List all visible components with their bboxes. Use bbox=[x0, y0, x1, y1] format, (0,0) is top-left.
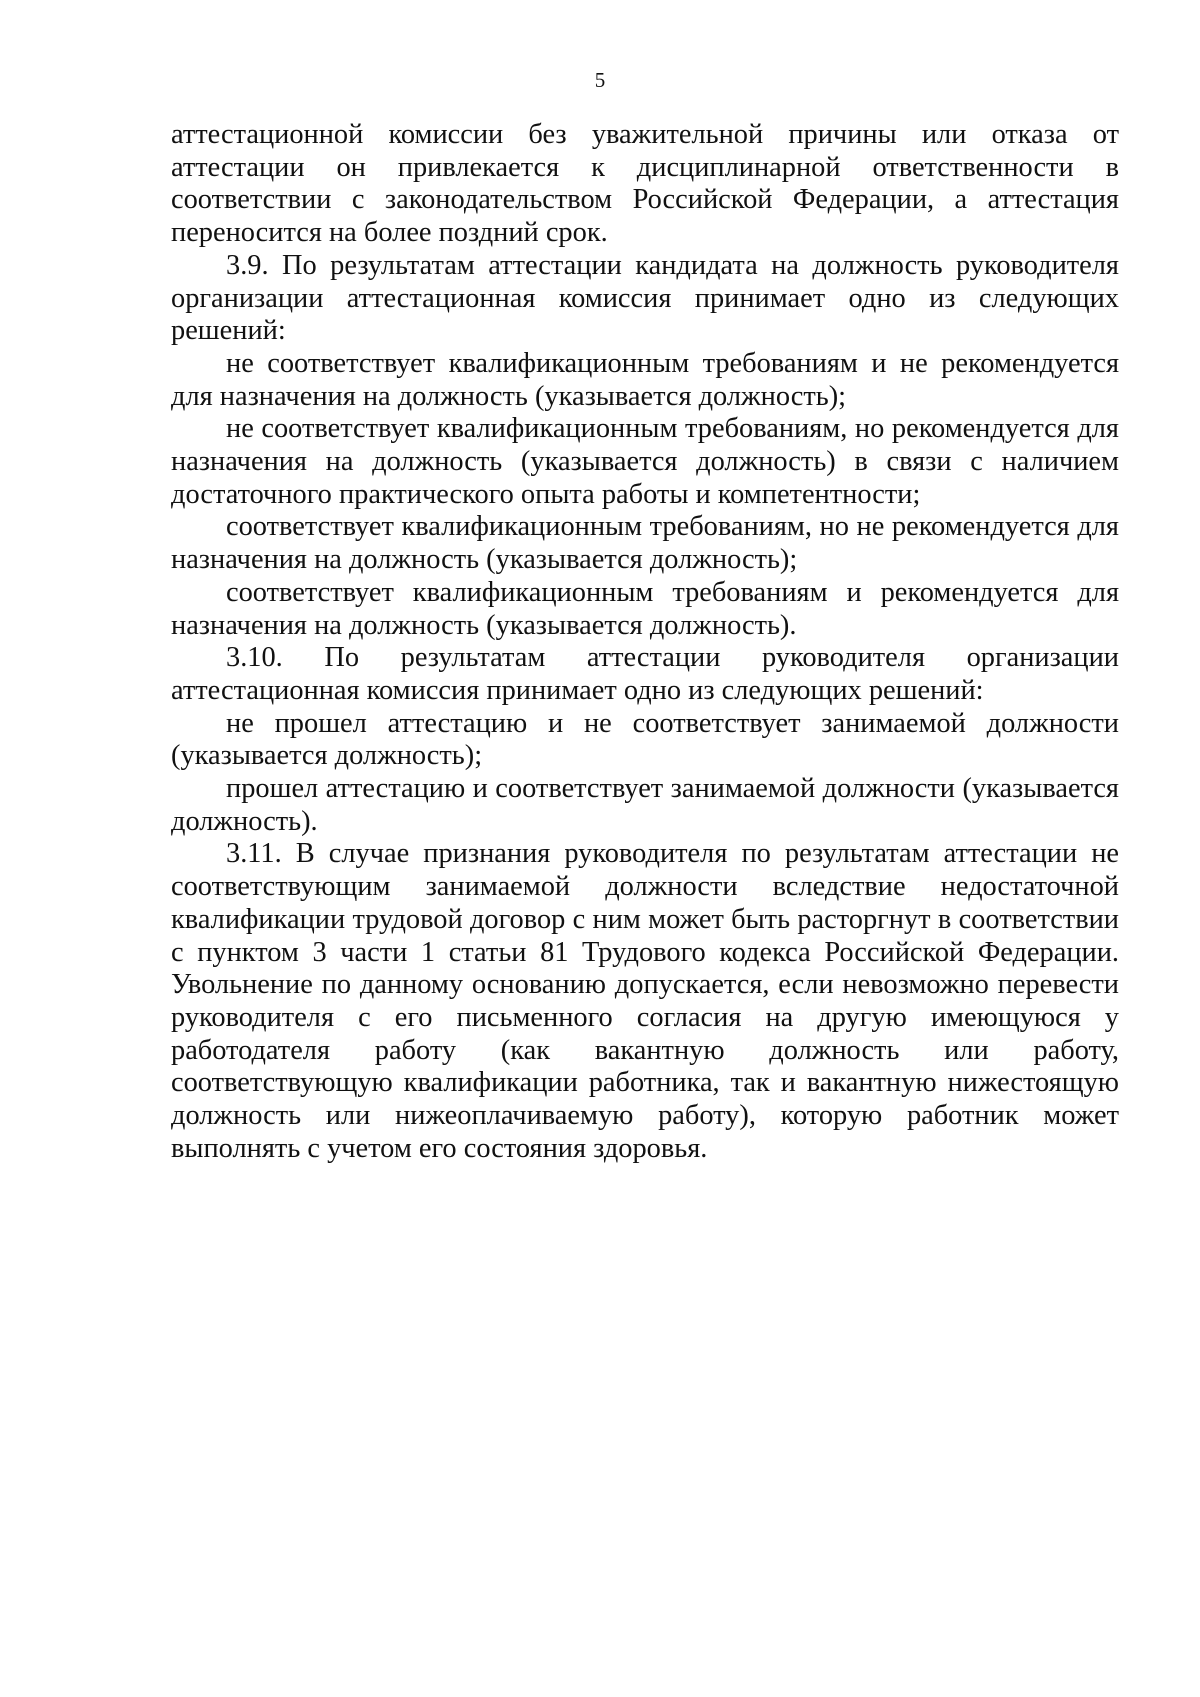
page-number: 5 bbox=[594, 68, 606, 92]
decision-item: соответствует квалификационным требованиям, но не рекомендуется для назначения на должность (указывается должность); bbox=[171, 511, 1119, 576]
paragraph-3-9: 3.9. По результатам аттестации кандидата на должность руководителя организации аттестационная комиссия принимает одно из следующих решений: bbox=[171, 249, 1119, 347]
paragraph-3-11: 3.11. В случае признания руководителя по результатам аттестации не соответствующим занимаемой должности вследствие недостаточной квалификации трудовой договор с ним может быть расторгнут в соответствии с пунктом 3 части 1 статьи 81 Трудового кодекса Российской Федерации. Увольнение по данному основанию допускается, если невозможно перевести руководителя с его письменного согласия на другую имеющуюся у работодателя работу (как вакантную должность или работу, соответствующую квалификации работника, так и вакантную нижестоящую должность или нижеоплачиваемую работу), которую работник может выполнять с учетом его состояния здоровья. bbox=[171, 838, 1119, 1164]
decision-item: не соответствует квалификационным требованиям, но рекомендуется для назначения на должность (указывается должность) в связи с наличием достаточного практического опыта работы и компетентности; bbox=[171, 413, 1119, 510]
paragraph-3-10: 3.10. По результатам аттестации руководителя организации аттестационная комиссия принимает одно из следующих решений: bbox=[171, 642, 1119, 706]
decision-item: прошел аттестацию и соответствует занимаемой должности (указывается должность). bbox=[171, 773, 1119, 837]
decision-item: не прошел аттестацию и не соответствует занимаемой должности (указывается должность); bbox=[171, 707, 1119, 772]
decision-item: не соответствует квалификационным требованиям и не рекомендуется для назначения на должность (указывается должность); bbox=[171, 347, 1119, 412]
decision-item: соответствует квалификационным требованиям и рекомендуется для назначения на должность (указывается должность). bbox=[171, 576, 1119, 641]
paragraph-continuation: аттестационной комиссии без уважительной причины или отказа от аттестации он привлекается к дисциплинарной ответственности в соответствии с законодательством Российской Федерации, а аттестация переносится на более поздний срок. bbox=[171, 119, 1119, 249]
document-body bbox=[171, 119, 1119, 1166]
